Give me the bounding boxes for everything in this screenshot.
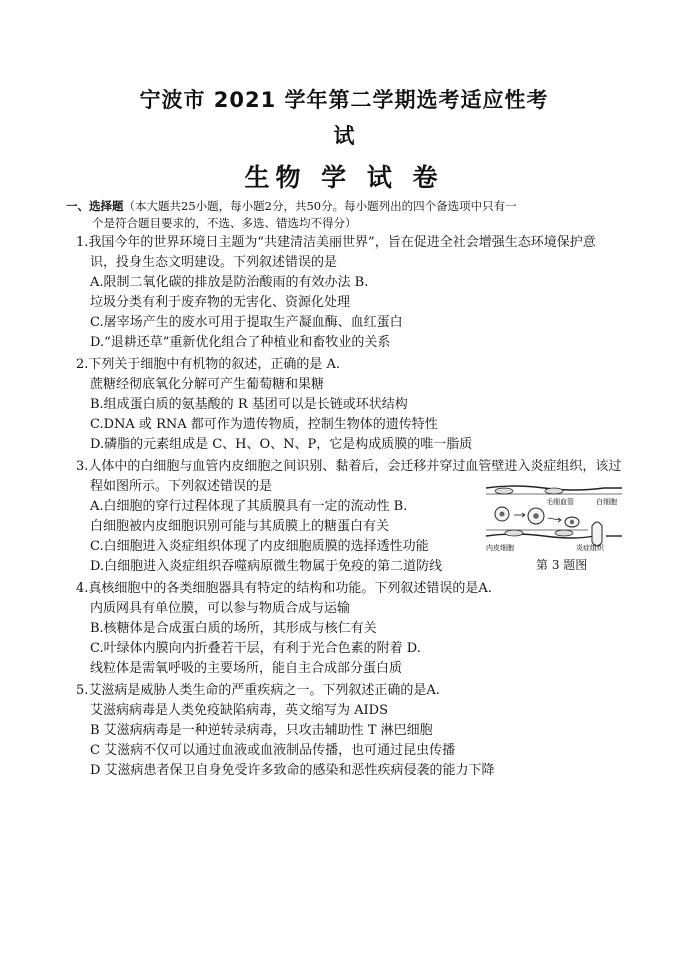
q1-stem-line1: 1.我国今年的世界环境日主题为“共建清洁美丽世界”，旨在促进全社会增强生态环境保护意 xyxy=(76,235,596,250)
q3-stem-line2: 程如图所示。下列叙述错误的是 xyxy=(90,479,273,494)
label-capillary: 毛细血管 xyxy=(546,498,574,506)
capillary-lower-wall xyxy=(486,534,594,538)
q3-option-d: D.白细胞进入炎症组织吞噬病原微生物属于免疫的第二道防线 xyxy=(90,559,443,574)
endothelial-cell-icon xyxy=(495,488,513,494)
label-endothelial-cell: 内皮细胞 xyxy=(486,544,514,552)
q1-option-b: 垃圾分类有利于废弃物的无害化、资源化处理 xyxy=(90,295,351,310)
q4-option-b: B.核糖体是合成蛋白质的场所，其形成与核仁有关 xyxy=(90,621,377,636)
q4-stem: 4.真核细胞中的各类细胞器具有特定的结构和功能。下列叙述错误的是A. xyxy=(76,581,492,596)
exam-title-line2: 试 xyxy=(333,124,355,148)
section-instructions-text-2: 个是符合题目要求的，不选、多选、错选均不得分） xyxy=(92,216,357,230)
q2-option-b: B.组成蛋白质的氨基酸的 R 基团可以是长链或环状结构 xyxy=(90,397,408,412)
q3-figure-caption: 第 3 题图 xyxy=(536,558,588,572)
q3-option-a: A.白细胞的穿行过程体现了其质膜具有一定的流动性 B. xyxy=(90,499,408,514)
q2-option-d: D.磷脂的元素组成是 C、H、O、N、P，它是构成质膜的唯一脂质 xyxy=(90,437,473,452)
q4-option-d: 线粒体是需氧呼吸的主要场所，能自主合成部分蛋白质 xyxy=(90,661,403,676)
q5-option-d: D 艾滋病患者保卫自身免受许多致命的感染和恶性疾病侵袭的能力下降 xyxy=(90,763,495,778)
endothelial-cell-icon xyxy=(555,530,573,536)
q3-stem-line1: 3.人体中的白细胞与血管内皮细胞之间识别、黏着后，会迁移并穿过血管壁进入炎症组织，该过 xyxy=(76,459,622,474)
q5-option-b: B 艾滋病病毒是一种逆转录病毒，只攻击辅助性 T 淋巴细胞 xyxy=(90,723,433,738)
leukocyte-nucleus-icon xyxy=(533,513,539,519)
q2-option-c: C.DNA 或 RNA 都可作为遗传物质，控制生物体的遗传特性 xyxy=(90,417,438,432)
section-instructions-text-1: （本大题共25小题，每小题2分，共50分。每小题列出的四个备选项中只有一 xyxy=(123,199,517,213)
label-inflamed-tissue: 炎症组织 xyxy=(576,544,604,552)
q3-option-c: C.白细胞进入炎症组织体现了内皮细胞质膜的选择透性功能 xyxy=(90,539,429,554)
q4-option-a: 内质网具有单位膜，可以参与物质合成与运输 xyxy=(90,601,351,616)
migrating-leukocyte-icon xyxy=(592,522,602,546)
q2-option-a: 蔗糖经彻底氧化分解可产生葡萄糖和果糖 xyxy=(90,377,325,392)
leukocyte-nucleus-icon xyxy=(570,520,574,524)
q1-stem-line2: 识，投身生态文明建设。下列叙述错误的是 xyxy=(90,255,338,270)
q5-option-c: C 艾滋病不仅可以通过血液或血液制品传播，也可通过昆虫传播 xyxy=(90,743,456,758)
exam-subject-title: 生物 学 试 卷 xyxy=(244,163,444,192)
label-leukocyte: 白细胞 xyxy=(596,498,617,506)
endothelial-cell-icon xyxy=(545,488,563,494)
section-instructions xyxy=(66,198,626,232)
q4-option-c: C.叶绿体内膜向内折叠若干层，有利于光合色素的附着 D. xyxy=(90,641,421,656)
q1-option-a: A.限制二氧化碳的排放是防治酸雨的有效办法 B. xyxy=(90,275,369,290)
q3-option-b: 白细胞被内皮细胞识别可能与其质膜上的糖蛋白有关 xyxy=(90,519,390,534)
leukocyte-nucleus-icon xyxy=(500,512,505,517)
section-lead: 一、选择题 xyxy=(66,199,124,213)
q5-stem: 5.艾滋病是威胁人类生命的严重疾病之一。下列叙述正确的是A. xyxy=(76,683,440,698)
q2-stem: 2.下列关于细胞中有机物的叙述，正确的是 A. xyxy=(76,357,341,372)
q1-option-c: C.屠宰场产生的废水可用于提取生产凝血酶、血红蛋白 xyxy=(90,315,403,330)
exam-title-line1: 宁波市 2021 学年第二学期选考适应性考 xyxy=(139,88,549,112)
q5-option-a: 艾滋病病毒是人类免疫缺陷病毒，英文缩写为 AIDS xyxy=(90,703,388,718)
endothelial-cell-icon xyxy=(505,530,523,536)
q1-option-d: D.“退耕还草”重新优化组合了种植业和畜牧业的关系 xyxy=(90,335,391,350)
